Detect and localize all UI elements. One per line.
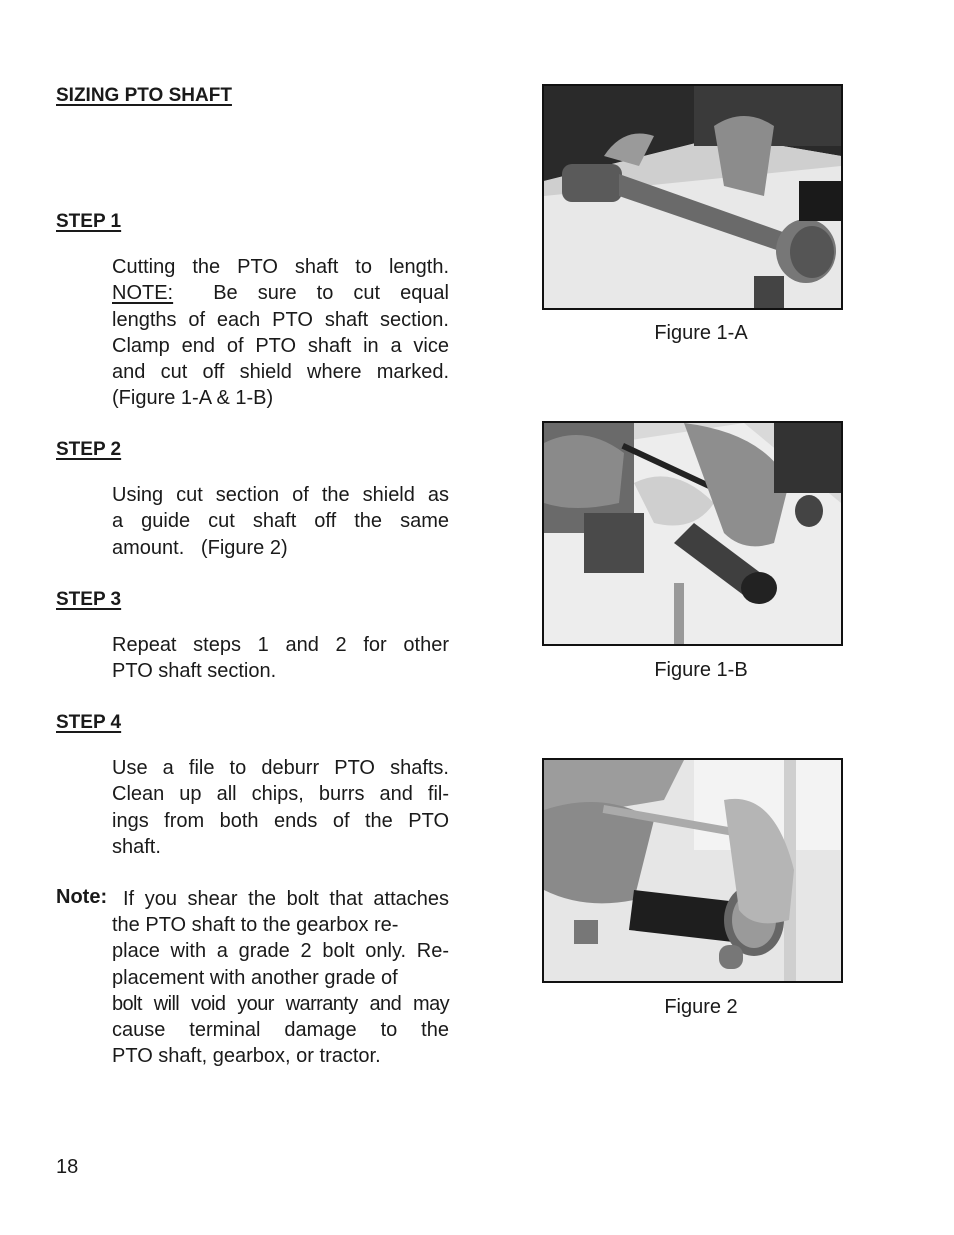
step-1-line-3: Clamp end of PTO shaft in a vice [112,334,449,357]
step-4-heading: STEP 4 [56,712,122,733]
note-line-6: PTO shaft, gearbox, or tractor. [112,1045,381,1068]
figure-2-photo [542,758,843,983]
step-1-line-2: lengths of each PTO shaft section. [112,308,449,331]
figure-1b-photo [542,421,843,646]
step-2-line-2: amount. (Figure 2) [112,536,288,559]
step-3-line-0: Repeat steps 1 and 2 for other [112,634,449,656]
figure-2-illustration [544,760,841,981]
step-2-line-0: Using cut section of the shield as [112,484,449,506]
step-3-text [112,632,449,685]
step-2-heading: STEP 2 [56,439,122,460]
note-line-4: bolt will void your warranty and may [112,992,449,1015]
note-line-5: cause terminal damage to the [112,1019,449,1042]
figure-1a-illustration [544,86,841,308]
step-4-line-3: shaft. [112,835,161,858]
step-4-line-1: Clean up all chips, burrs and fil- [112,783,449,806]
note-line-0: If you shear the bolt that attaches [123,888,449,910]
step-2-text [112,482,449,561]
figure-2-caption: Figure 2 [664,996,738,1018]
step-3-line-1: PTO shaft section. [112,660,277,683]
step-2-line-1: a guide cut shaft off the same [112,510,449,533]
step-1-note-word: NOTE: [112,282,174,305]
step-4-line-0: Use a file to deburr PTO shafts. [112,757,449,779]
figure-1b-illustration [544,423,841,644]
step-1-line-0: Cutting the PTO shaft to length. [112,256,449,278]
note-line-1: the PTO shaft to the gearbox re- [112,914,399,936]
step-1-text [112,254,449,412]
step-4-line-2: ings from both ends of the PTO [112,809,449,832]
step-1-heading: STEP 1 [56,211,122,232]
figure-1a-caption: Figure 1-A [654,322,748,344]
step-1-line-1: Be sure to cut equal [213,282,449,305]
step-3-heading: STEP 3 [56,589,122,610]
step-1-line-5: (Figure 1-A & 1-B) [112,387,274,410]
note-label: Note: [56,886,108,908]
page-number: 18 [56,1156,79,1178]
figure-1b-caption: Figure 1-B [654,659,748,681]
step-1-line-4: and cut off shield where marked. [112,361,449,384]
note-text [112,912,449,1070]
note-line-2: place with a grade 2 bolt only. Re- [112,940,449,963]
note-first-line-wrap [123,886,449,912]
page-title: SIZING PTO SHAFT [56,85,232,106]
figure-1a-photo [542,84,843,310]
step-1-line-note [112,280,449,306]
note-line-3: placement with another grade of [112,966,398,989]
step-4-text [112,755,449,860]
